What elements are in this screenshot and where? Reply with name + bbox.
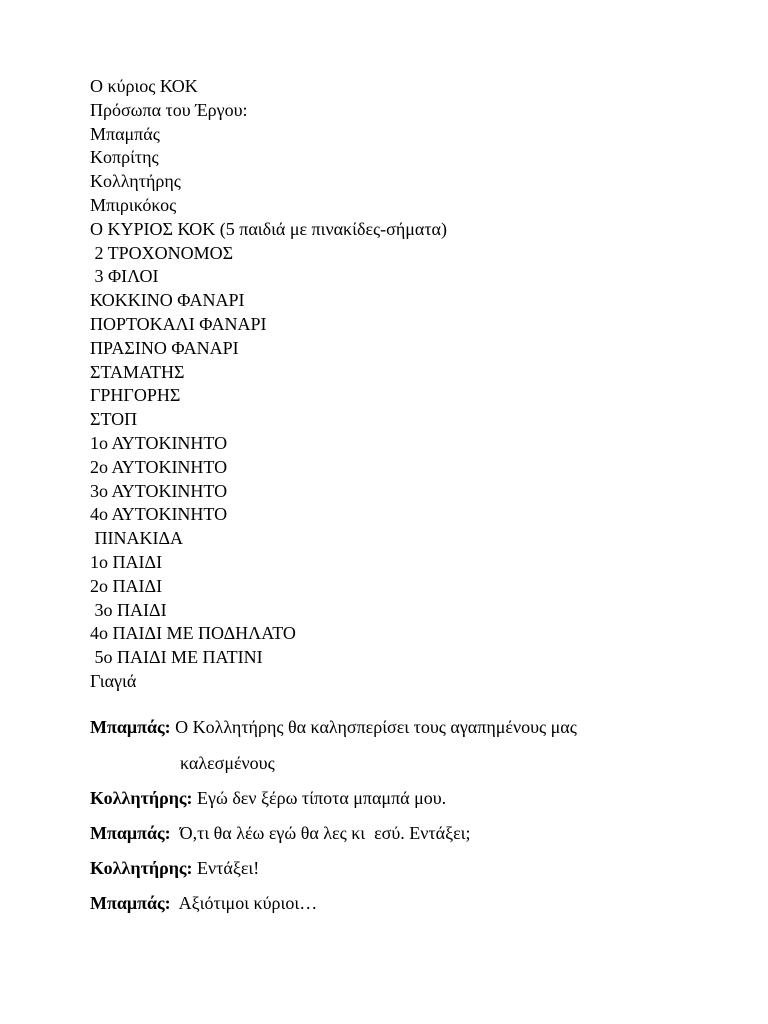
- line-text: καλεσμένους: [180, 752, 275, 773]
- cast-item: Γιαγιά: [90, 670, 137, 691]
- cast-item: Κολλητήρης: [90, 171, 181, 192]
- speaker-name: Μπαμπάς:: [90, 822, 171, 843]
- dialogue-line: [90, 856, 730, 891]
- cast-item: Ο ΚΥΡΙΟΣ ΚΟΚ (5 παιδιά με πινακίδες-σήματα): [90, 218, 447, 239]
- cast-item: ΣΤΑΜΑΤΗΣ: [90, 361, 185, 382]
- line-text: Αξιότιμοι κύριοι…: [170, 892, 318, 913]
- speaker-name: Μπαμπάς:: [90, 892, 171, 913]
- cast-item: 3ο ΠΑΙΔΙ: [90, 599, 167, 620]
- cast-item: 1ο ΠΑΙΔΙ: [90, 551, 163, 572]
- cast-item: 5ο ΠΑΙΔΙ ΜΕ ΠΑΤΙΝΙ: [90, 647, 263, 668]
- dialogue-line: [90, 891, 730, 926]
- cast-item: ΠΙΝΑΚΙΔΑ: [90, 528, 184, 549]
- cast-item: 4ο ΑΥΤΟΚΙΝΗΤΟ: [90, 504, 228, 525]
- cast-item: ΚΟΚΚΙΝΟ ΦΑΝΑΡΙ: [90, 290, 245, 311]
- cast-item: 3ο ΑΥΤΟΚΙΝΗΤΟ: [90, 480, 228, 501]
- speaker-name: Κολλητήρης:: [90, 857, 193, 878]
- speaker-name: Μπαμπάς:: [90, 716, 171, 737]
- line-text: Ό,τι θα λέω εγώ θα λες κι εσύ. Εντάξει;: [170, 822, 471, 843]
- document-page: [90, 75, 730, 926]
- cast-item: ΠΟΡΤΟΚΑΛΙ ΦΑΝΑΡΙ: [90, 313, 267, 334]
- dialogue-line: [90, 786, 730, 821]
- cast-list: [90, 75, 730, 694]
- cast-heading: Πρόσωπα του Έργου:: [90, 99, 248, 120]
- dialogue-line: [90, 715, 730, 751]
- cast-item: Κοπρίτης: [90, 147, 159, 168]
- line-text: Εντάξει!: [192, 857, 260, 878]
- cast-item: ΓΡΗΓΟΡΗΣ: [90, 385, 181, 406]
- cast-item: Μπιρικόκος: [90, 194, 177, 215]
- dialogue-section: [90, 715, 730, 926]
- cast-item: 2ο ΑΥΤΟΚΙΝΗΤΟ: [90, 456, 228, 477]
- dialogue-continuation: [90, 751, 730, 786]
- cast-item: 4ο ΠΑΙΔΙ ΜΕ ΠΟΔΗΛΑΤΟ: [90, 623, 296, 644]
- cast-item: 3 ΦΙΛΟΙ: [90, 266, 159, 287]
- play-title: Ο κύριος ΚΟΚ: [90, 76, 198, 96]
- cast-item: 2 ΤΡΟΧΟΝΟΜΟΣ: [90, 242, 234, 263]
- cast-item: 2ο ΠΑΙΔΙ: [90, 575, 163, 596]
- speaker-name: Κολλητήρης:: [90, 787, 193, 808]
- cast-item: ΣΤΟΠ: [90, 409, 138, 430]
- line-text: Εγώ δεν ξέρω τίποτα μπαμπά μου.: [192, 787, 447, 808]
- cast-item: ΠΡΑΣΙΝΟ ΦΑΝΑΡΙ: [90, 337, 239, 358]
- dialogue-line: [90, 821, 730, 856]
- line-text: Ο Κολλητήρης θα καλησπερίσει τους αγαπημένους μας: [170, 716, 577, 737]
- cast-item: 1ο ΑΥΤΟΚΙΝΗΤΟ: [90, 432, 228, 453]
- cast-item: Μπαμπάς: [90, 123, 160, 144]
